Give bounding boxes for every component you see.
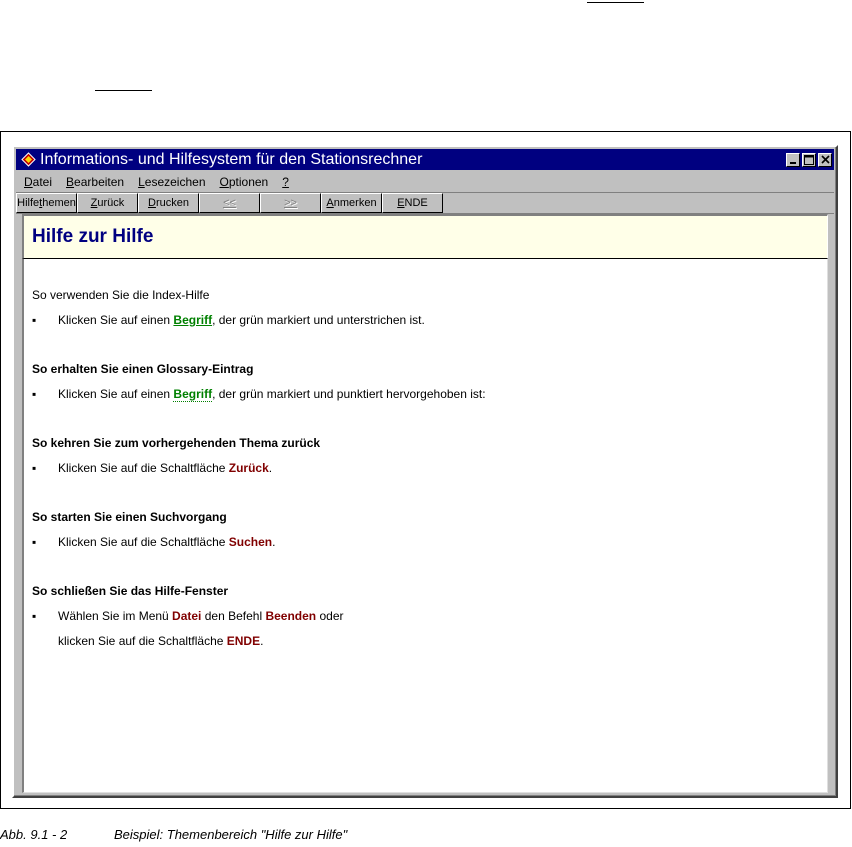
browse-forward-button[interactable]: >> [260,193,321,213]
keyword: Zurück [228,461,269,475]
maximize-icon [804,155,814,165]
maximize-button[interactable] [802,153,816,167]
browse-back-button[interactable]: << [199,193,260,213]
section-heading: So verwenden Sie die Index-Hilfe [32,288,210,302]
button-bar [16,192,834,214]
window-title: Informations- und Hilfesystem für den Stationsrechner [40,150,423,168]
page-rule-top [587,2,644,3]
hilfethemen-button[interactable]: Hilfe t hemen [16,193,77,213]
section-index-hilfe [32,288,425,327]
ende-button[interactable]: E NDE [382,193,443,213]
menu-optionen[interactable]: Optionen [219,174,269,189]
figure-caption-text: Beispiel: Themenbereich "Hilfe zur Hilfe" [114,827,348,842]
section-back [32,436,320,475]
menu-bar [16,172,834,191]
section-close [32,584,344,648]
topic-title: Hilfe zur Hilfe [32,226,154,247]
bullet-marker: ▪ [32,535,37,549]
minimize-button[interactable] [786,153,800,167]
anmerken-button[interactable]: A nmerken [321,193,382,213]
close-button[interactable] [818,153,832,167]
close-icon [821,155,830,164]
zurueck-button[interactable]: Z urück [77,193,138,213]
figure-number: Abb. 9.1 - 2 [0,827,68,842]
figure-caption [0,827,347,842]
menu-lesezeichen[interactable]: Lesezeichen [138,174,206,189]
minimize-icon [789,156,797,164]
help-book-icon [20,152,36,168]
bullet-marker: ▪ [32,387,37,401]
drucken-button[interactable]: D rucken [138,193,199,213]
bullet-marker: ▪ [32,461,37,475]
bullet-text: Klicken Sie auf einen Begriff, der grün markiert und punktiert hervorgehoben ist: [58,387,486,401]
popup-link[interactable]: Begriff [173,387,213,401]
section-glossary [32,362,486,401]
section-search [32,510,275,549]
bullet-marker: ▪ [32,609,37,623]
section-heading: So kehren Sie zum vorhergehenden Thema zurück [32,436,321,450]
bullet-text: Klicken Sie auf die Schaltfläche Zurück. [58,461,273,475]
bullet-continuation: klicken Sie auf die Schaltfläche ENDE. [58,634,264,648]
topic-header [22,214,828,258]
menu-datei[interactable]: Datei [24,174,53,189]
section-heading: So erhalten Sie einen Glossary-Eintrag [32,362,254,376]
menu-bearbeiten[interactable]: Bearbeiten [66,174,125,189]
section-heading: So starten Sie einen Suchvorgang [32,510,227,524]
title-bar[interactable] [16,149,834,170]
bullet-marker: ▪ [32,313,37,327]
page-rule-left [95,90,152,91]
jump-link[interactable]: Begriff [173,313,213,327]
section-heading: So schließen Sie das Hilfe-Fenster [32,584,229,598]
topic-content [22,258,828,793]
menu-help[interactable]: ? [282,174,289,189]
bullet-text: Wählen Sie im Menü Datei den Befehl Beenden oder [58,609,344,623]
keyword: Suchen [228,535,273,549]
keyword: ENDE [226,634,261,648]
help-window [12,145,838,798]
keyword: Beenden [265,609,317,623]
bullet-text: Klicken Sie auf einen Begriff, der grün markiert und unterstrichen ist. [58,313,425,327]
keyword: Datei [172,609,202,623]
bullet-text: Klicken Sie auf die Schaltfläche Suchen. [58,535,276,549]
